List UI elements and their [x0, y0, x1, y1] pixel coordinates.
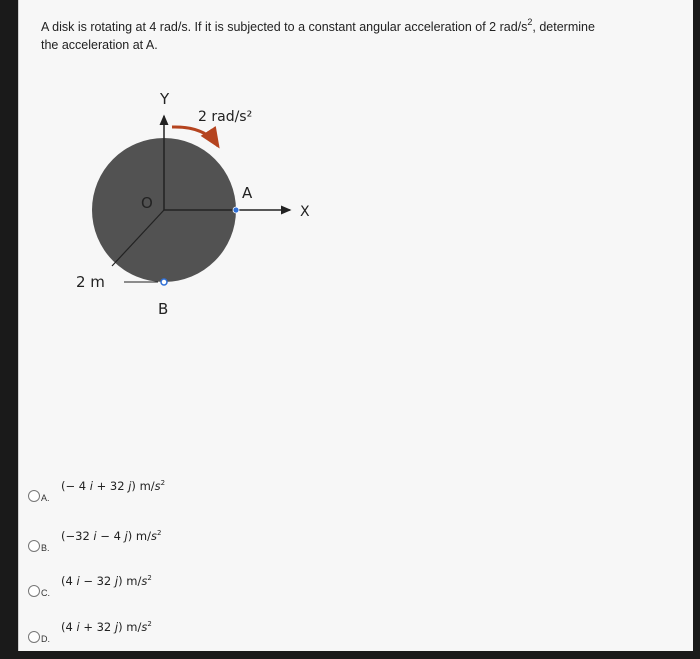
option-text-c: (4 i − 32 j) $m/s^2$: [61, 574, 152, 588]
point-b-label: B: [158, 300, 169, 318]
y-axis-label: Y: [160, 90, 170, 108]
question-line2: the acceleration at A.: [41, 38, 158, 52]
radio-button-c[interactable]: [28, 585, 40, 597]
angular-acceleration-label: 2 rad/s²: [198, 109, 253, 125]
radio-button-b[interactable]: [28, 540, 40, 552]
option-letter-c: C.: [41, 588, 50, 598]
answer-option-d[interactable]: [28, 620, 328, 648]
option-text-a: (− 4 i + 32 j) $m/s^2$: [61, 479, 166, 493]
radio-button-a[interactable]: [28, 490, 40, 502]
answer-option-b[interactable]: [28, 529, 328, 557]
option-letter-b: B.: [41, 543, 50, 553]
answer-option-a[interactable]: [28, 479, 328, 507]
radius-label: 2 m: [76, 273, 105, 291]
point-a-label: A: [242, 184, 253, 202]
radio-button-d[interactable]: [28, 631, 40, 643]
origin-label: O: [141, 194, 153, 212]
option-letter-d: D.: [41, 634, 50, 644]
point-b-marker: [161, 279, 167, 285]
option-text-b: (−32 i − 4 j) $m/s^2$: [61, 529, 162, 543]
answer-option-c[interactable]: [28, 574, 328, 602]
question-line1: A disk is rotating at 4 rad/s. If it is subjected to a constant angular acceleration of 2 rad/$s^2$, determine: [41, 17, 595, 34]
x-axis-label: X: [300, 204, 310, 220]
option-text-d: (4 i + 32 j) $m/s^2$: [61, 620, 152, 634]
option-letter-a: A.: [41, 493, 50, 503]
point-a-marker: [233, 207, 239, 213]
